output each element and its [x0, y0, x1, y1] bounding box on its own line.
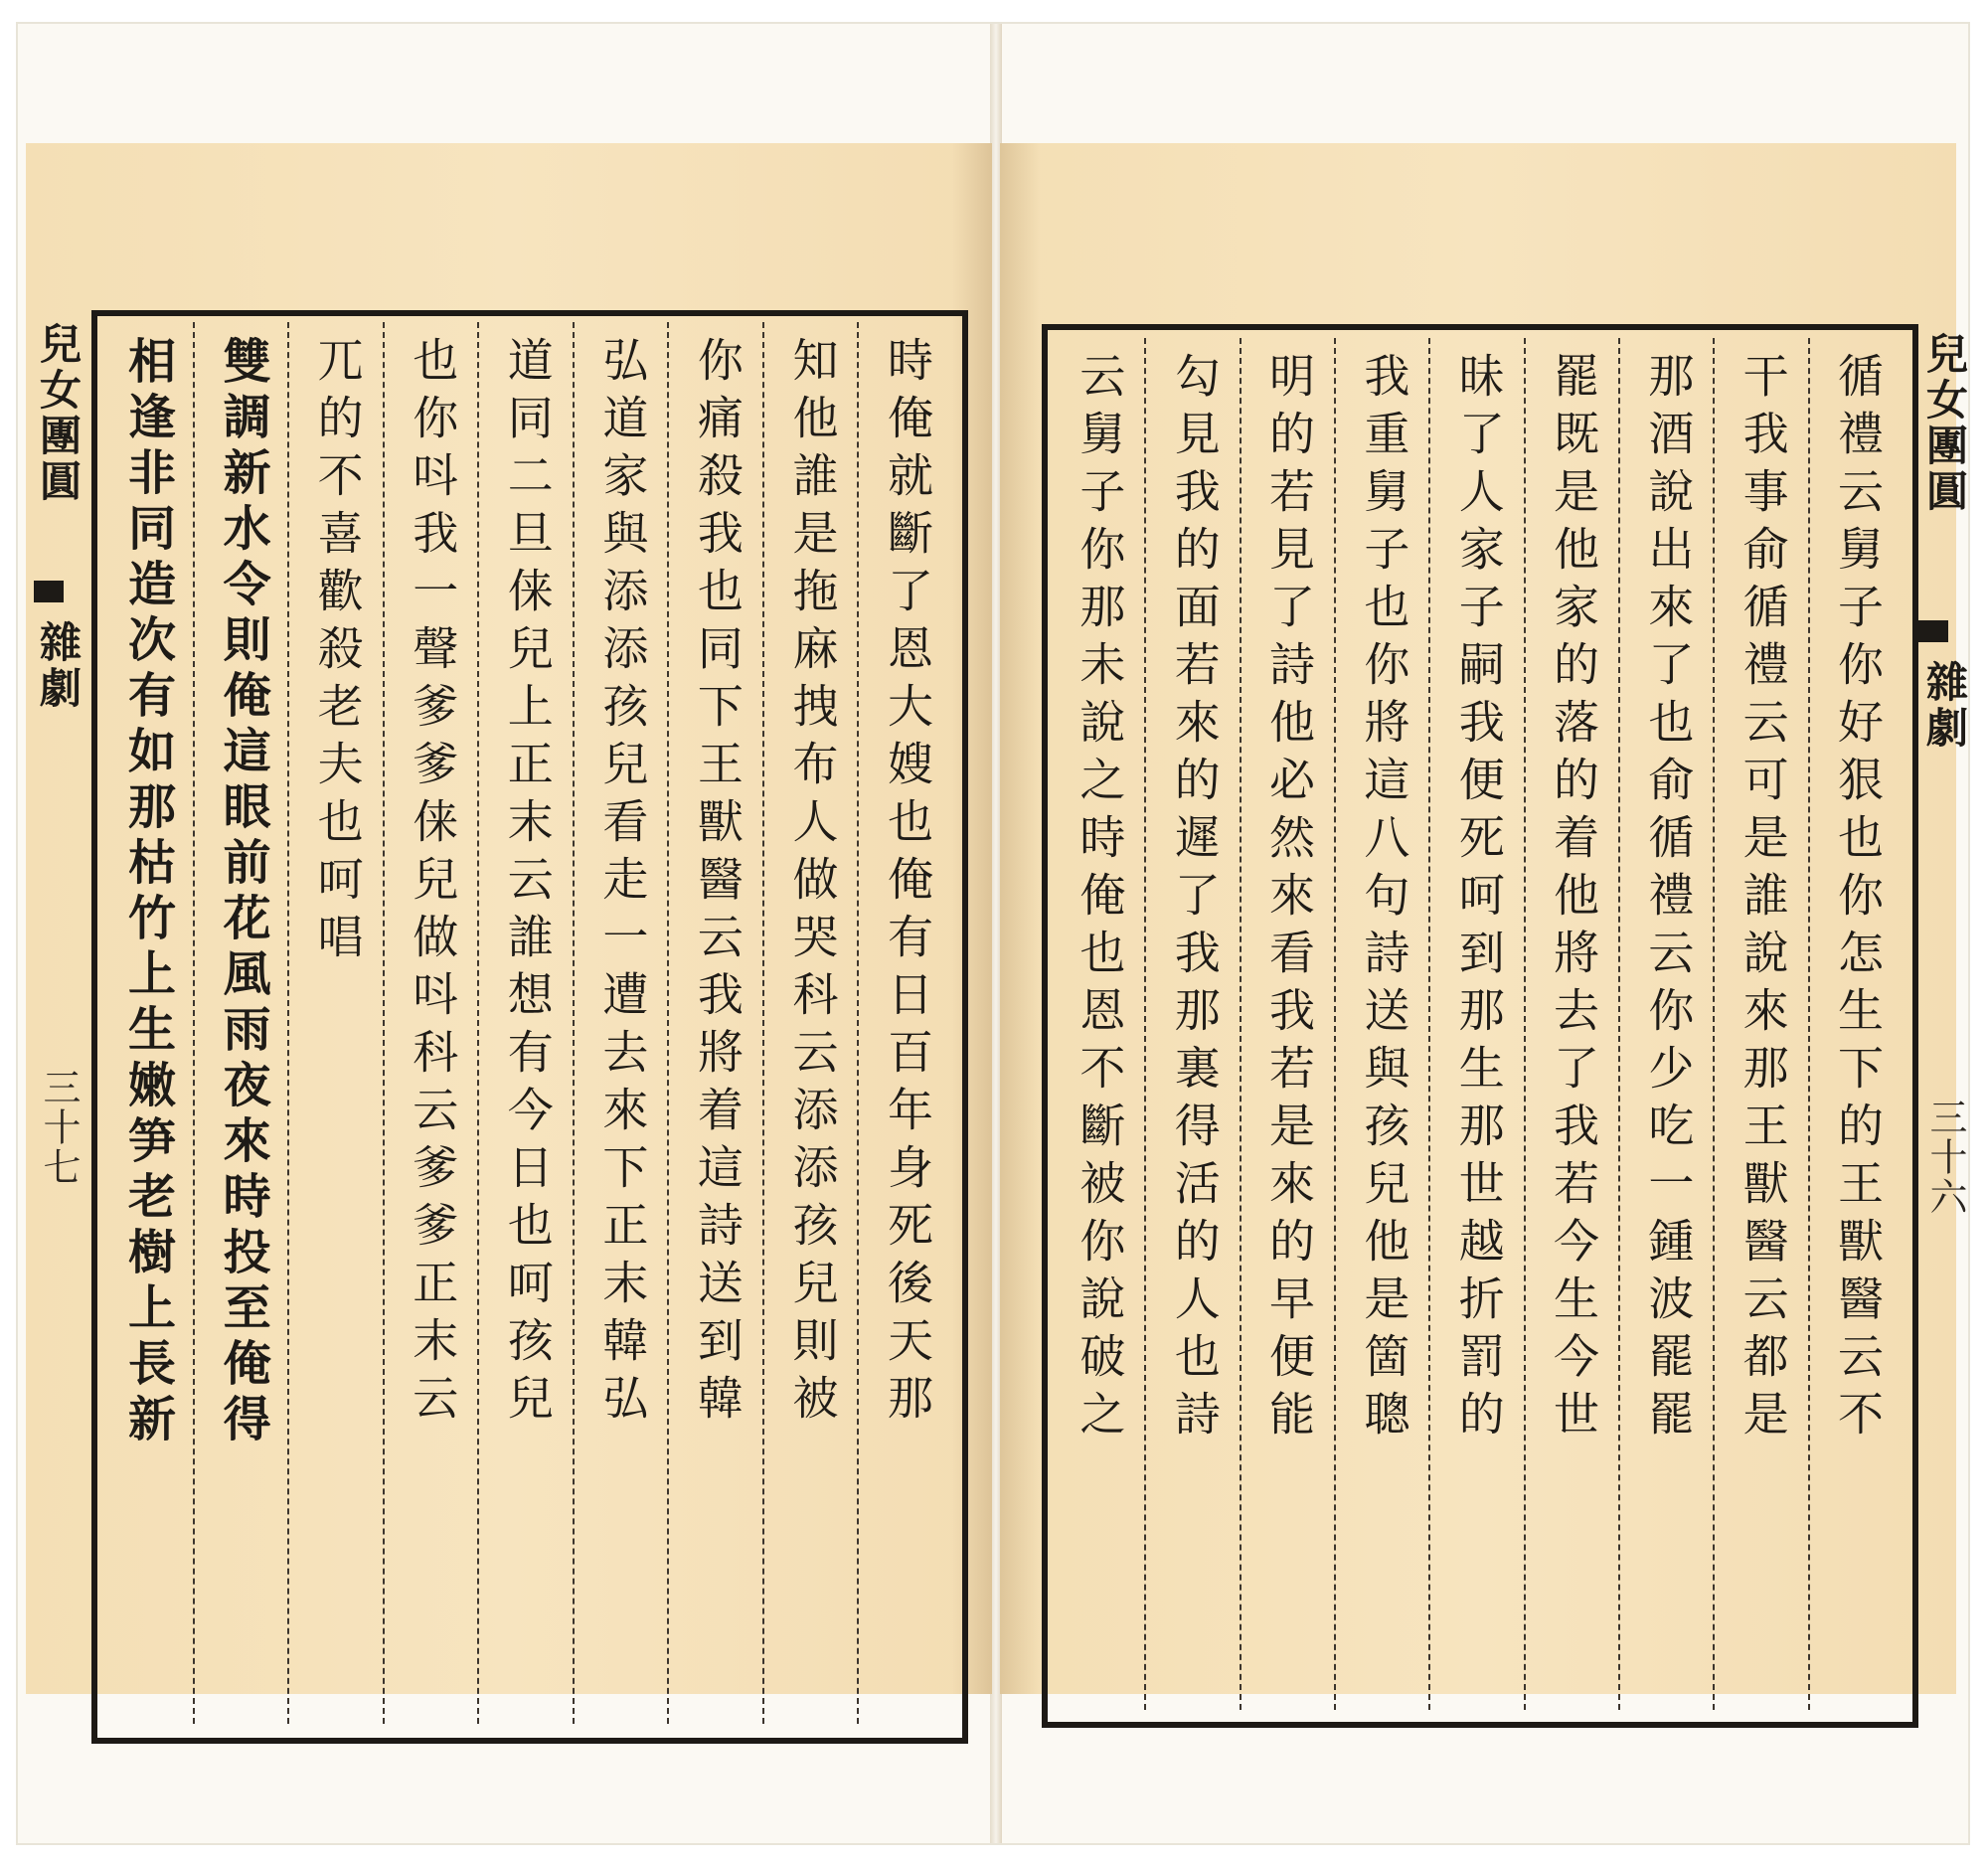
right-gutter-shadow — [1000, 143, 1040, 1694]
left-column: 道同二旦俫兒上正末云誰想有今日也呵孩兒 — [477, 322, 573, 1724]
right-column: 云舅子你那未說之時俺也恩不斷被你說破之 — [1073, 352, 1127, 1447]
right-column: 罷既是他家的落的着他將去了我若今生今世 — [1524, 338, 1618, 1710]
right-column: 昧了人家子嗣我便死呵到那生那世越折罰的 — [1428, 338, 1523, 1710]
book-spread — [18, 24, 1968, 1843]
right-margin-section: 雜劇 — [1920, 660, 1969, 752]
right-fold-mark — [1918, 620, 1948, 642]
right-margin-title: 兒女團圓 — [1920, 332, 1969, 515]
right-column: 我重舅子也你將這八句詩送與孩兒他是箇聰 — [1334, 338, 1428, 1710]
left-column: 也你呌我一聲爹爹俫兒做呌科云爹爹正末云 — [383, 322, 478, 1724]
right-column: 明的若見了詩他必然來看我若是來的早便能 — [1240, 338, 1334, 1710]
right-column: 循禮云舅子你好狠也你怎生下的王獸醫云不 — [1808, 338, 1903, 1710]
right-text-block — [1052, 338, 1903, 1710]
right-column: 勾見我的面若來的遲了我那裏得活的人也詩 — [1144, 338, 1239, 1710]
left-margin-title: 兒女團圓 — [34, 322, 83, 505]
left-column: 時俺就斷了恩大嫂也俺有日百年身死後天那 — [857, 322, 952, 1724]
left-column: 知他誰是拖麻拽布人做哭科云添添孩兒則被 — [762, 322, 858, 1724]
left-song-column: 雙調新水令則俺這眼前花風雨夜來時投至俺得 — [193, 322, 288, 1724]
left-page-number: 三十七 — [37, 1068, 81, 1187]
left-song-column: 相逢非同造次有如那枯竹上生嫩笋老樹上長新 — [119, 336, 176, 1449]
left-column: 你痛殺我也同下王獸醫云我將着這詩送到韓 — [667, 322, 762, 1724]
left-text-block — [99, 322, 952, 1724]
left-column: 兀的不喜歡殺老夫也呵唱 — [287, 322, 383, 1724]
left-margin-section: 雜劇 — [34, 620, 83, 712]
left-column: 弘道家與添添孩兒看走一遭去來下正末韓弘 — [573, 322, 668, 1724]
right-column: 那酒說出來了也俞循禮云你少吃一鍾波罷罷 — [1618, 338, 1713, 1710]
right-page-number: 三十六 — [1923, 1098, 1967, 1217]
right-column: 干我事俞循禮云可是誰說來那王獸醫云都是 — [1713, 338, 1807, 1710]
left-fold-mark — [34, 581, 64, 602]
